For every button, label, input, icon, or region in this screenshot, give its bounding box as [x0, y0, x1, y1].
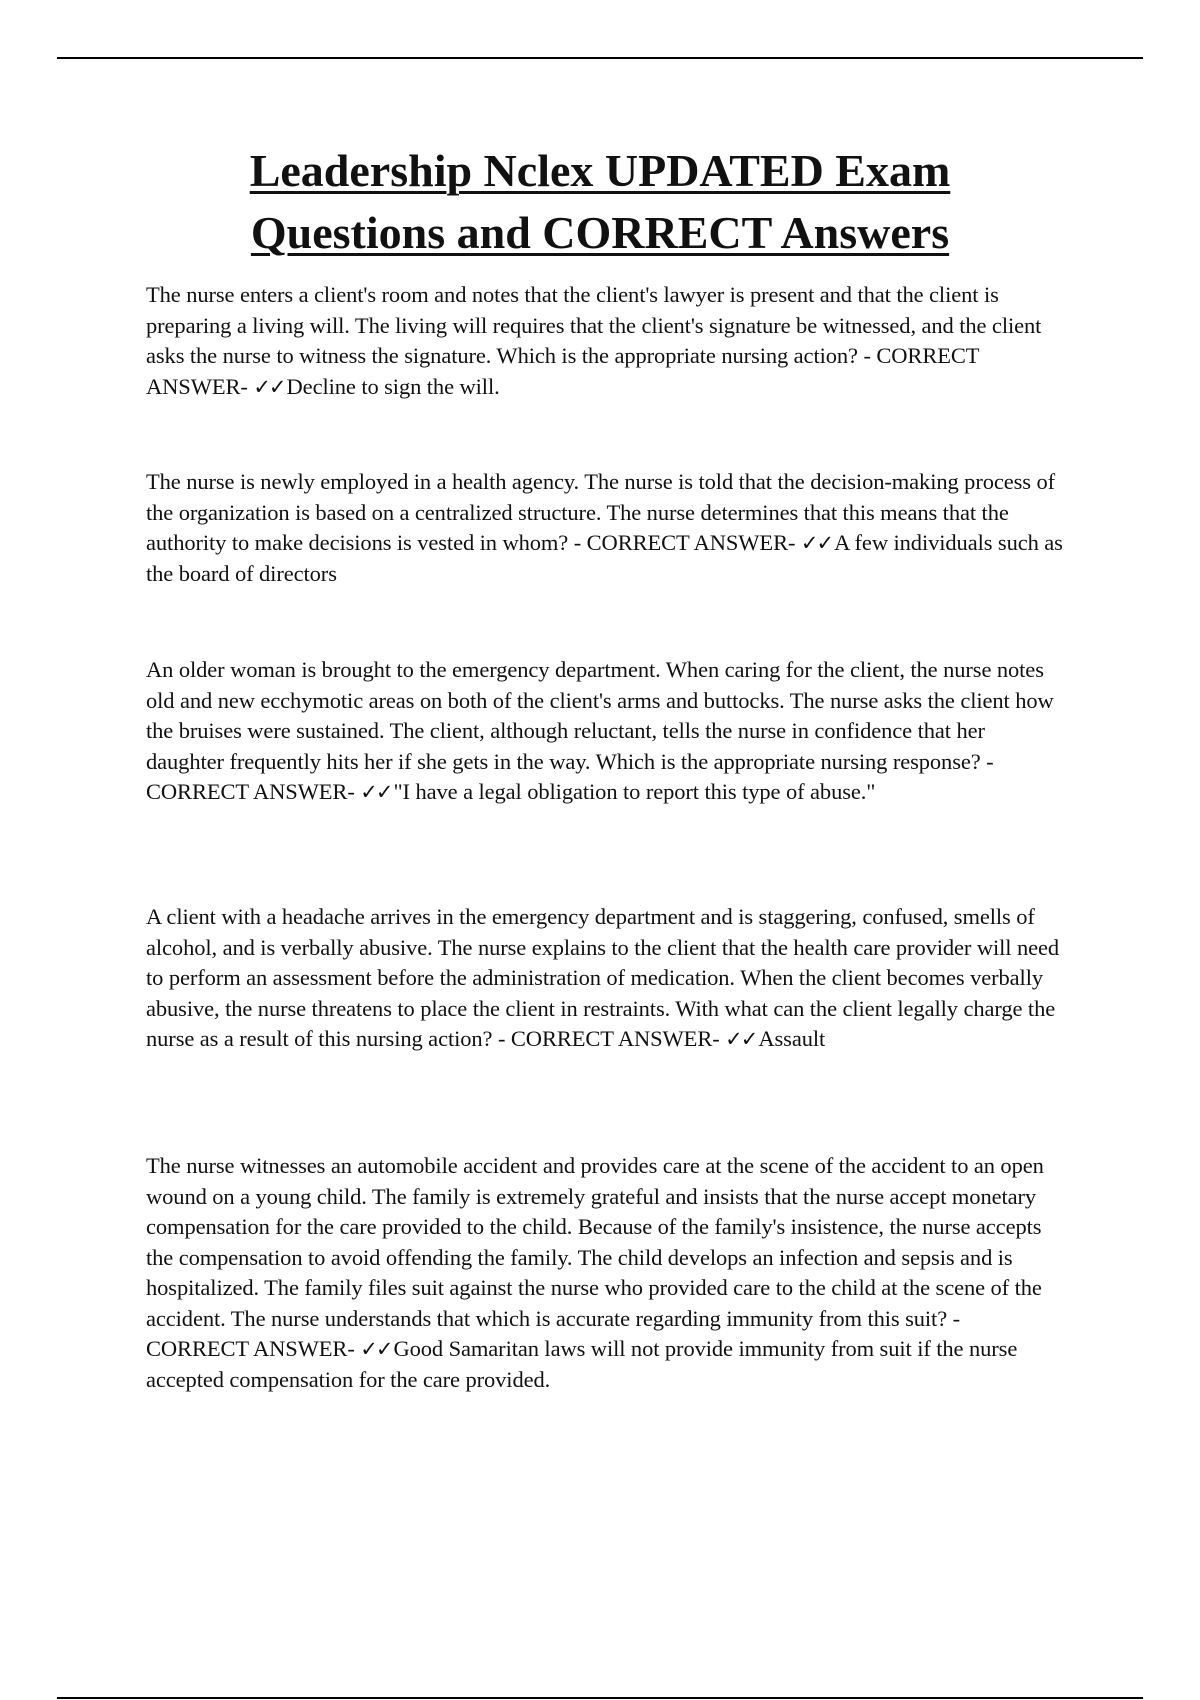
bottom-rule — [57, 1697, 1143, 1699]
qa-item-2 — [146, 467, 1066, 589]
check-mark-icon: ✓✓ — [800, 531, 833, 555]
answer-text-4: Assault — [758, 1026, 826, 1051]
qa-item-5 — [146, 1151, 1066, 1395]
answer-text-3: "I have a legal obligation to report this type of abuse." — [393, 779, 876, 804]
document-title: Leadership Nclex UPDATED Exam Questions and CORRECT Answers — [249, 145, 951, 258]
question-text-4: A client with a headache arrives in the emergency department and is staggering, confused, smells of alcohol, and is verbally abusive. The nurse explains to the client that the health care provider will need to perform an assessment before the administration of medication. When the client becomes verbally abusive, the nurse threatens to place the client in restraints. With what can the client legally charge the nurse as a result of this nursing action? - CORRECT ANSWER- — [146, 904, 1060, 1051]
top-rule — [57, 57, 1143, 59]
check-mark-icon: ✓✓ — [725, 1027, 757, 1051]
check-mark-icon: ✓✓ — [360, 780, 392, 804]
question-text-1: The nurse enters a client's room and notes that the client's lawyer is present and that the client is preparing a living will. The living will requires that the client's signature be witnessed, and the client asks the nurse to witness the signature. Which is the appropriate nursing action? - CORRECT ANSWER- — [146, 282, 1042, 399]
question-text-5: The nurse witnesses an automobile accident and provides care at the scene of the accident to an open wound on a young child. The family is extremely grateful and insists that the nurse accept monetary compensation for the care provided to the child. Because of the family's insistence, the nurse accepts the compensation to avoid offending the family. The child develops an infection and sepsis and is hospitalized. The family files suit against the nurse who provided care to the child at the scene of the accident. The nurse understands that which is accurate regarding immunity from this suit? - CORRECT ANSWER- — [146, 1153, 1044, 1361]
answer-text-2: A few individuals such as the board of directors — [146, 530, 1063, 586]
answer-text-5: Good Samaritan laws will not provide immunity from suit if the nurse accepted compensation for the care provided. — [146, 1336, 1018, 1392]
qa-item-4 — [146, 902, 1066, 1055]
check-mark-icon: ✓✓ — [253, 374, 285, 399]
qa-item-1 — [146, 280, 1066, 402]
check-mark-icon: ✓✓ — [360, 1337, 392, 1361]
qa-item-3 — [146, 655, 1066, 808]
answer-text-1: Decline to sign the will. — [286, 373, 500, 399]
question-text-2: The nurse is newly employed in a health agency. The nurse is told that the decision-making process of the organization is based on a centralized structure. The nurse determines that this means that the authority to make decisions is vested in whom? - CORRECT ANSWER- — [146, 469, 1056, 555]
question-text-3: An older woman is brought to the emergency department. When caring for the client, the nurse notes old and new ecchymotic areas on both of the client's arms and buttocks. The nurse asks the client how the bruises were sustained. The client, although reluctant, tells the nurse in confidence that her daughter frequently hits her if she gets in the way. Which is the appropriate nursing response? - CORRECT ANSWER- — [146, 657, 1054, 804]
